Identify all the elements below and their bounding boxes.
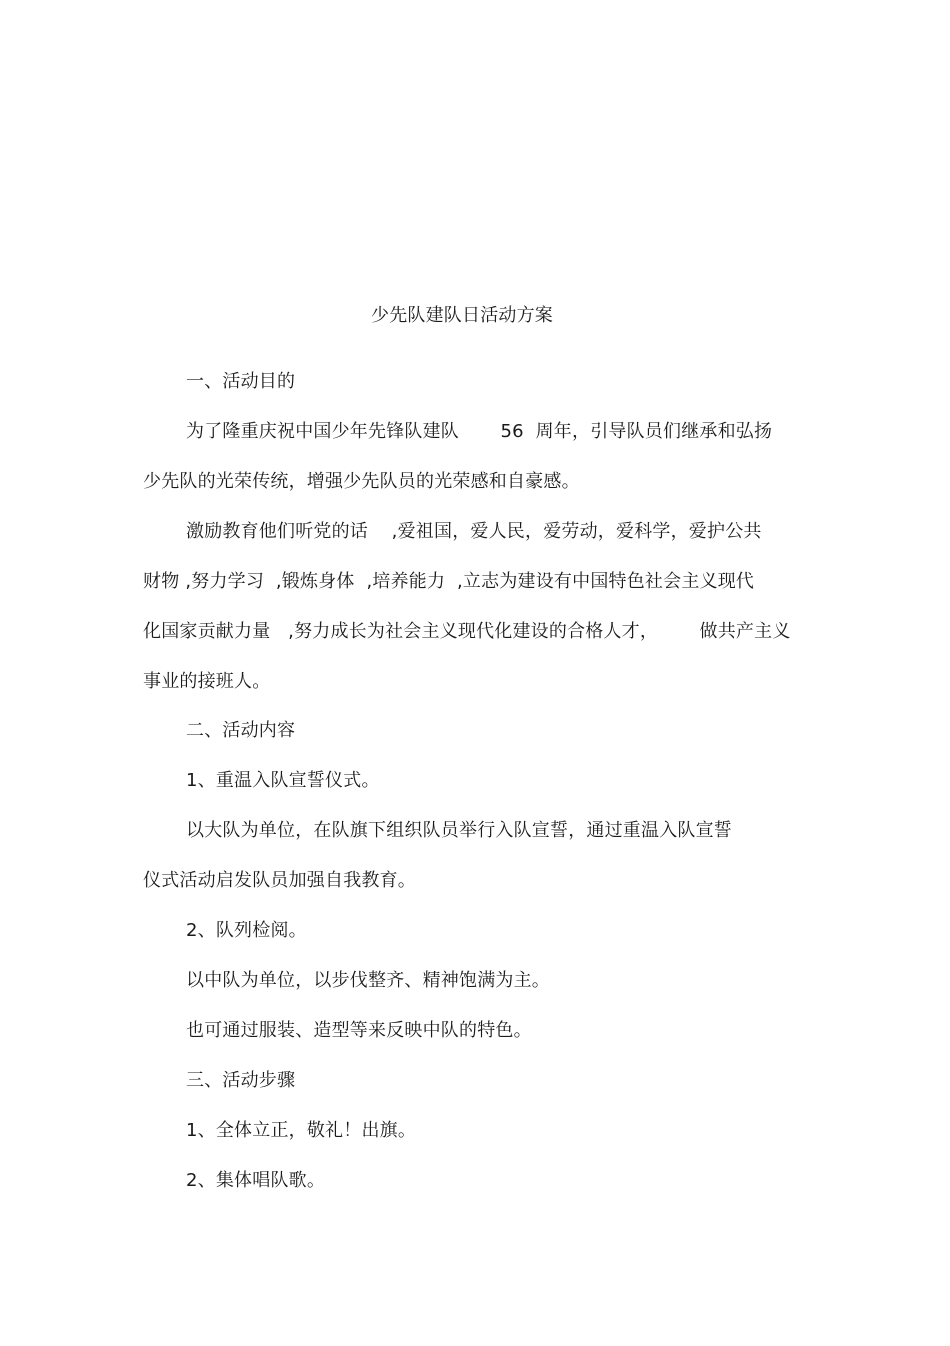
paragraph-line: 以大队为单位，在队旗下组织队员举行入队宣誓，通过重温入队宣誓 <box>186 820 732 841</box>
section-heading: 一、活动目的 <box>186 371 296 392</box>
paragraph-line: 以中队为单位，以步伐整齐、精神饱满为主。 <box>186 970 550 991</box>
paragraph-line: 化国家贡献力量 ,努力成长为社会主义现代化建设的合格人才， 做共产主义 <box>143 621 791 642</box>
paragraph-line: 仪式活动启发队员加强自我教育。 <box>143 870 416 891</box>
section-heading: 三、活动步骤 <box>186 1070 296 1091</box>
list-item: 2、集体唱队歌。 <box>186 1170 326 1191</box>
list-item: 1、重温入队宣誓仪式。 <box>186 770 380 791</box>
paragraph-line: 也可通过服装、造型等来反映中队的特色。 <box>186 1020 532 1041</box>
document-title: 少先队建队日活动方案 <box>371 305 553 326</box>
paragraph-line: 财物 ,努力学习 ,锻炼身体 ,培养能力 ,立志为建设有中国特色社会主义现代 <box>143 571 755 592</box>
paragraph-line: 少先队的光荣传统，增强少先队员的光荣感和自豪感。 <box>143 471 580 492</box>
list-item: 1、全体立正，敬礼！出旗。 <box>186 1120 417 1141</box>
section-heading: 二、活动内容 <box>186 720 296 741</box>
paragraph-line: 事业的接班人。 <box>143 671 271 692</box>
list-item: 2、队列检阅。 <box>186 920 307 941</box>
paragraph-line: 为了隆重庆祝中国少年先锋队建队 56 周年，引导队员们继承和弘扬 <box>186 421 773 442</box>
paragraph-line: 激励教育他们听党的话 ,爱祖国，爱人民，爱劳动，爱科学，爱护公共 <box>186 521 762 542</box>
